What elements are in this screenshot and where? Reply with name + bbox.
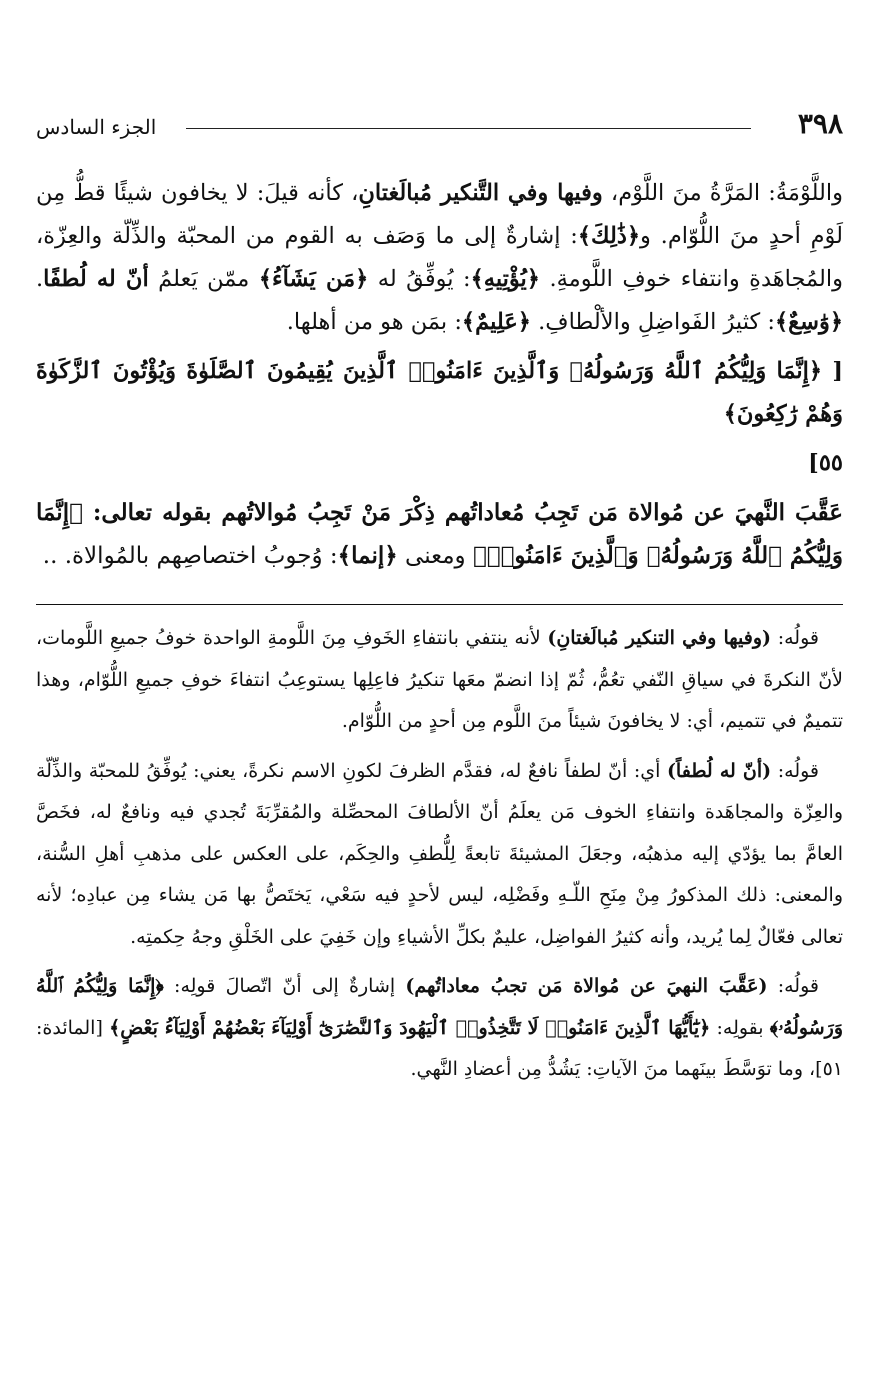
quoted-lemma: (وفيها وفي التنكير مُبالَغتانِ) [547, 627, 772, 649]
quoted-lemma: (عَقَّبَ النهيَ عن مُوالاة مَن تجبُ معاداتُهم) [405, 975, 768, 997]
page-header [36, 104, 843, 148]
quran-quote: ﴿مَن يَشَآءُ﴾ [258, 266, 369, 292]
bold-phrase: أنّ له لُطفًا [43, 266, 149, 292]
quran-quote: ﴿وَٰسِعٌ﴾ [774, 309, 843, 335]
footnote-paragraph [36, 618, 843, 743]
quran-quote: ﴿يُؤْتِيهِ﴾ [470, 266, 540, 292]
quran-quote: ﴿ذَٰلِكَ﴾ [577, 223, 641, 249]
main-text [36, 172, 843, 584]
quran-quote: ﴿إِنَّمَا وَلِيُّكُمُ ٱللَّهُ وَرَسُولُهُۥ وَٱلَّذِينَ ءَامَنُوا۟﴾ [36, 499, 843, 569]
bold-phrase: وفيها وفي التَّنكير مُبالَغتانِ [358, 180, 603, 206]
text-run: قولُه: [767, 975, 819, 997]
header-rule [186, 128, 751, 129]
text-run: . [36, 266, 44, 292]
footnote-separator [36, 604, 843, 605]
text-run: ، كأنه قيلَ: لا يخافون شيئًا قطُّ مِن لَوْمِ أحدٍ منَ اللُّوّام. و [36, 180, 844, 249]
commentary-paragraph [36, 172, 843, 344]
quoted-lemma: (أنّ له لُطفاً) [666, 759, 772, 782]
text-run: [المائدة: ٥١]، وما توَسَّطَ بينَهما منَ الآياتِ: يَشُدُّ مِن أعضادِ النَّهي. [36, 1016, 843, 1080]
footnote-paragraph [36, 751, 843, 959]
text-run: : بمَن هو من أهلها. [286, 309, 462, 335]
text-run: : كثيرُ الفَواضِلِ والألْطافِ. [530, 309, 775, 335]
text-run: : يُوفِّقُ له [368, 266, 471, 292]
footnote-paragraph [36, 966, 843, 1091]
page-number: ٣٩٨ [797, 107, 843, 140]
text-run: ومعنى [397, 543, 473, 569]
text-run: بقولِه: [710, 1016, 770, 1039]
footnotes [36, 618, 843, 1099]
text-run: : وُجوبُ اختصاصِهم بالمُوالاة. .. [42, 543, 338, 569]
quran-quote: ﴿يَٰٓأَيُّهَا ٱلَّذِينَ ءَامَنُوا۟ لَا تَتَّخِذُوا۟ ٱلْيَهُودَ وَٱلنَّصَٰرَىٰٓ أَوْلِيَآءَ بَعْضُهُمْ أَوْلِيَآءُ بَعْضٍ﴾ [109, 1016, 711, 1039]
section-intro-paragraph [36, 491, 843, 578]
text-run: : إشارةٌ إلى ما وَصَف به القوم من المحبّة والذِّلّة والعِزّة، والمُجاهَدةِ وانتفاء خوفِ اللَّومةِ. [36, 223, 843, 292]
text-run: ممّن يَعلمُ [148, 266, 259, 292]
text-run: واللَّوْمَةُ: المَرَّةُ منَ اللَّوْم، [602, 180, 844, 206]
text-run: قولُه: [771, 759, 820, 782]
quran-quote: ﴿إنما﴾ [337, 542, 398, 569]
text-run: لأنه ينتفي بانتفاءِ الخَوفِ مِنَ اللَّومةِ الواحدة خوفُ جميعِ اللَّومات، لأنّ النكرةَ في سياقِ النّفي تعُمُّ، ثُمّ إذا انضمّ معَها تنكيرُ فاعِلِها يستوعِبُ انتفاءَ خوفِ جميعِ اللُّوّام، وهذا تتميمٌ في تتميم، أي: لا يخافونَ شيئاً منَ اللَّوم مِن أحدٍ من اللُّوّام. [36, 627, 843, 732]
quran-quote: ﴿عَلِيمٌ﴾ [461, 309, 531, 335]
verse-number: ٥٥] [808, 450, 843, 476]
running-title: الجزء السادس [36, 115, 157, 139]
quran-quote: ﴿إِنَّمَا وَلِيُّكُمُ ٱللَّهُ وَرَسُولُهُۥ﴾ [36, 975, 844, 1039]
text-run: عَقَّبَ النَّهيَ عن مُوالاة مَن تَجِبُ مُعاداتُهم ذِكْرَ مَنْ تَجِبُ مُوالاتُهم بقوله تعالى: [82, 499, 843, 526]
text-run: إشارةٌ إلى أنّ اتّصالَ قولِه: [163, 975, 406, 997]
verse-text: [ ﴿إِنَّمَا وَلِيُّكُمُ ٱللَّهُ وَرَسُولُهُۥ وَٱلَّذِينَ ءَامَنُوا۟ ٱلَّذِينَ يُقِيمُونَ ٱلصَّلَوٰةَ وَيُؤْتُونَ ٱلزَّكَوٰةَ وَهُمْ رَٰكِعُونَ﴾ [36, 358, 843, 427]
text-run: قولُه: [771, 627, 819, 649]
text-run: أي: أنّ لطفاً نافعٌ له، فقدَّم الظرفَ لكونِ الاسم نكرةً، يعني: يُوفِّقُ للمحبّة والذِّلّة والعِزّة والمجاهَدة وانتفاءِ الخوف مَن يعلَمُ أنّ الألطافَ المحصِّلة والمُقرِّبَةَ تُجدي فيه ونافعٌ له، فخَصَّ العامَّ بما يؤدّي إليه مذهبُه، وجعَلَ المشيئةَ تابعةً لِلُّطفِ والحِكَم، على العكس على مذهبِ أهلِ السُّنة، والمعنى: ذلك المذكورُ مِنْ مِنَحِ اللّـهِ وفَضْلِه، ليس لأحدٍ فيه سَعْي، يَختَصُّ بها مَن يشاء مِن عبادِه؛ لأنه تعالى فعّالٌ لِما يُريد، وأنه كثيرُ الفواضِل، عليمٌ بكلِّ الأشياءِ وإن خَفِيَ على الخَلْقِ وجهُ حِكمتِه. [36, 759, 843, 948]
